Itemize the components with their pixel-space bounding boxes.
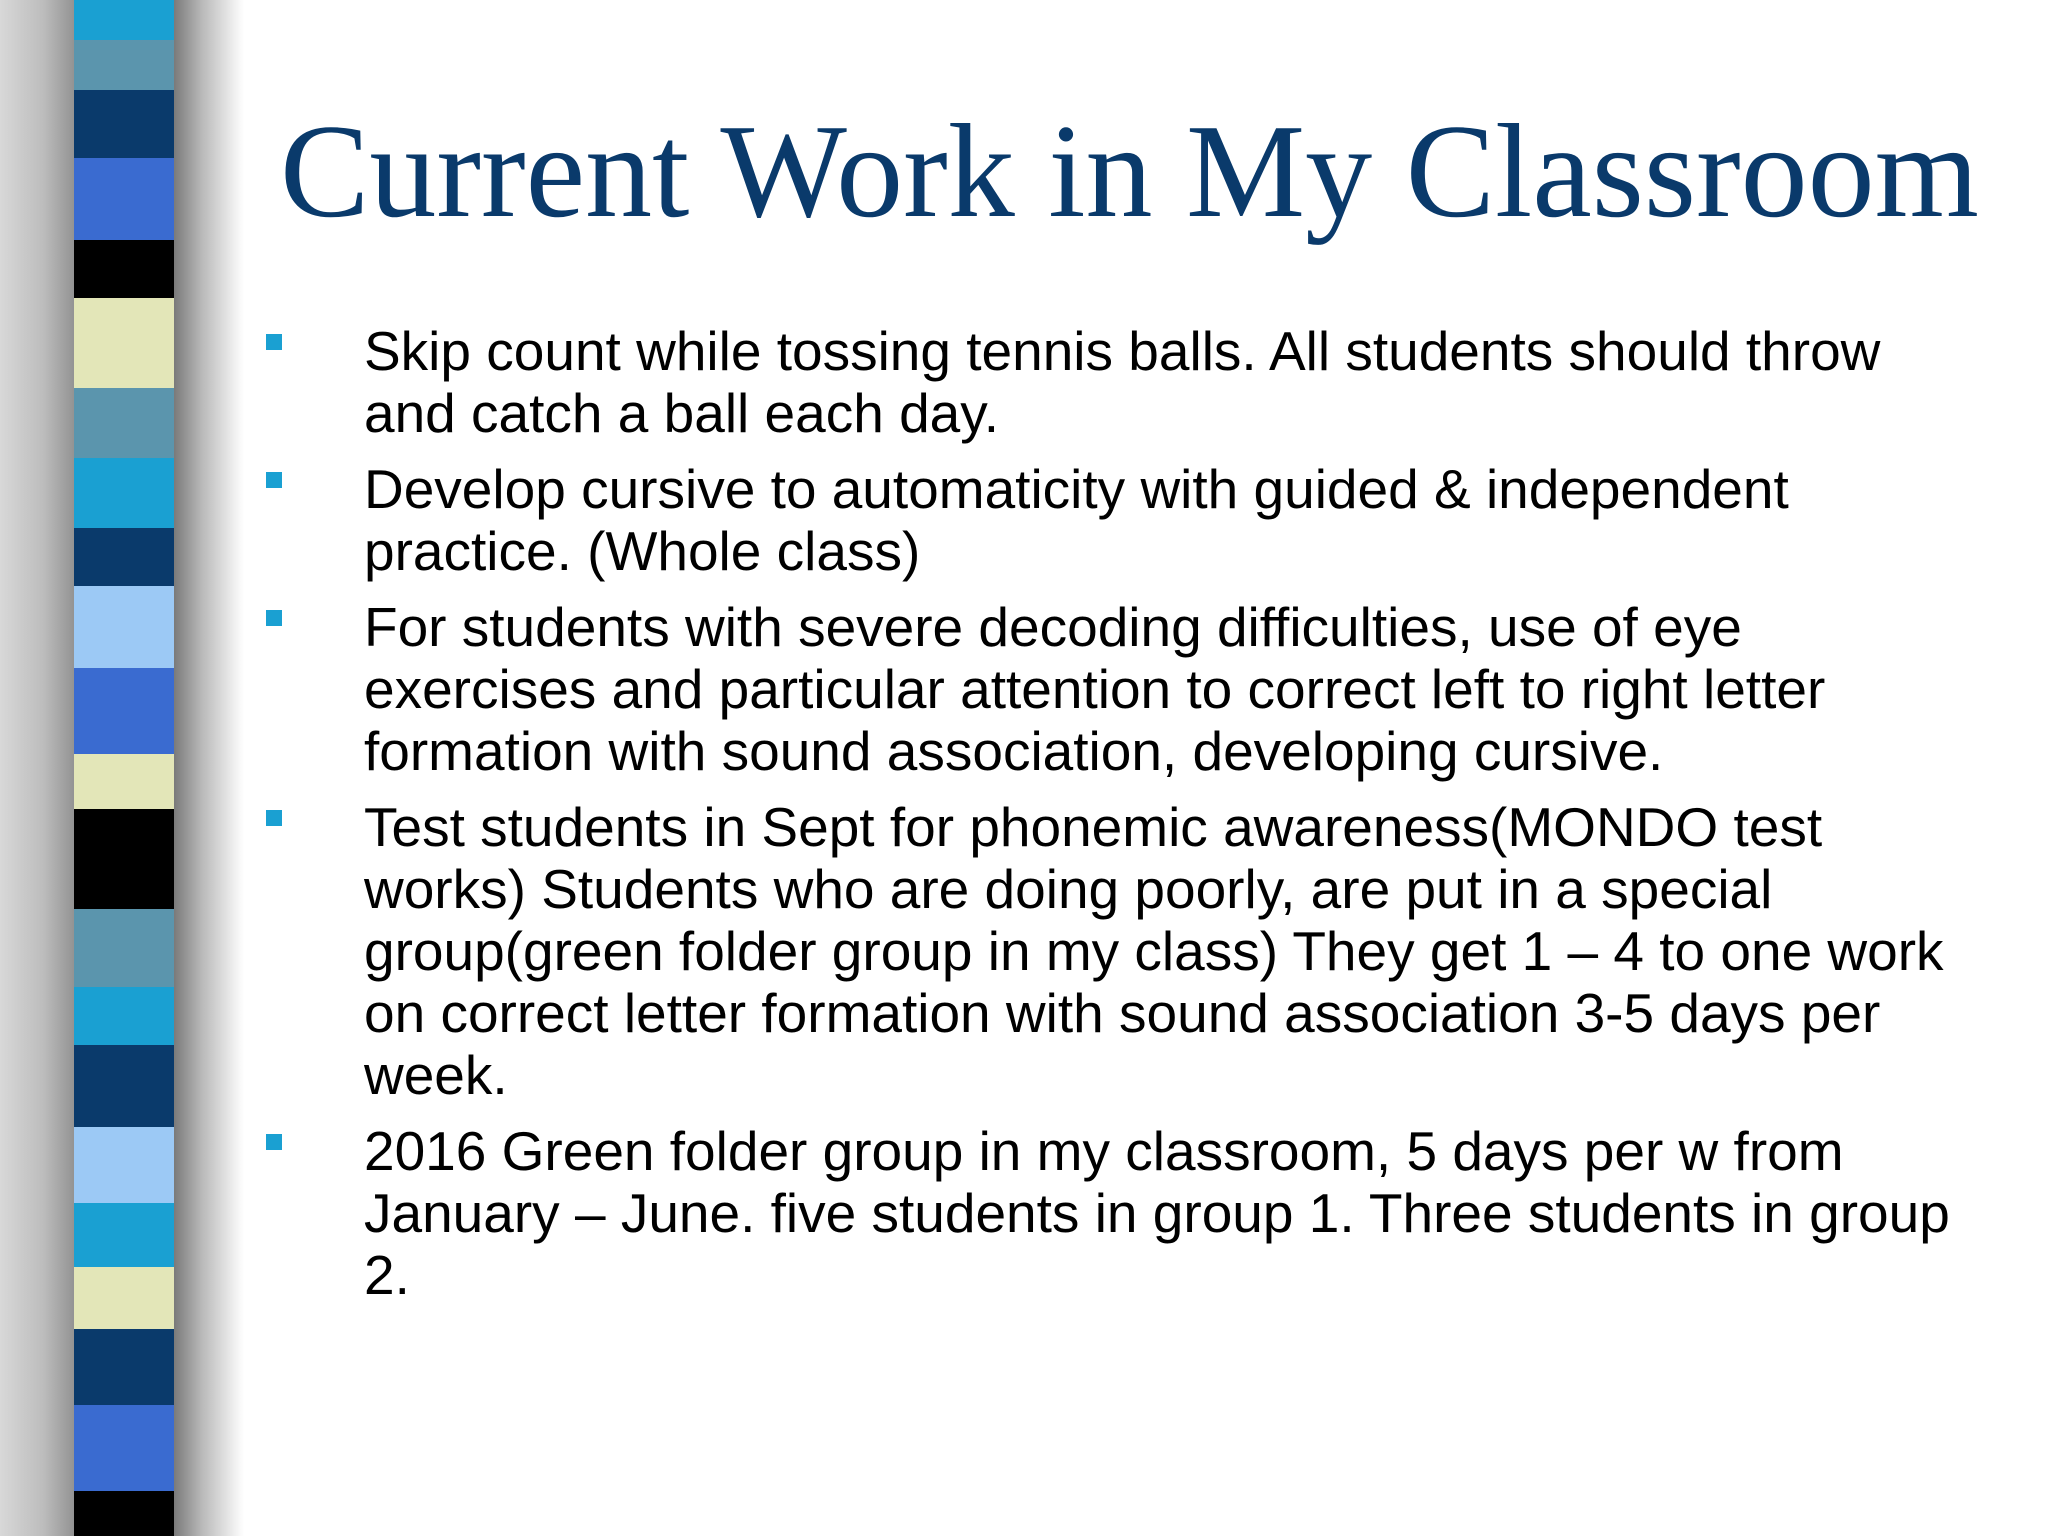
stripe-band <box>74 240 174 298</box>
decorative-stripe <box>74 0 174 1536</box>
stripe-band <box>74 0 174 40</box>
stripe-band <box>74 1127 174 1203</box>
bullet-text: Develop cursive to automaticity with guided & independent practice. (Whole class) <box>364 458 1789 582</box>
square-bullet-icon <box>266 472 282 488</box>
bullet-item <box>262 796 1982 1106</box>
stripe-band <box>74 1405 174 1491</box>
stripe-band <box>74 90 174 158</box>
stripe-band <box>74 528 174 586</box>
bullet-item <box>262 596 1982 782</box>
stripe-band <box>74 586 174 668</box>
bullet-text: 2016 Green folder group in my classroom, 5 days per w from January – June. five students in group 1. Three students in group 2. <box>364 1120 1950 1306</box>
stripe-band <box>74 1267 174 1329</box>
stripe-band <box>74 40 174 90</box>
stripe-band <box>74 388 174 458</box>
square-bullet-icon <box>266 810 282 826</box>
stripe-band <box>74 158 174 240</box>
stripe-band <box>74 668 174 754</box>
stripe-band <box>74 909 174 987</box>
bullet-item <box>262 320 1982 444</box>
bullet-text: Skip count while tossing tennis balls. All students should throw and catch a ball each day. <box>364 320 1881 444</box>
right-stripe-shadow <box>174 0 244 1536</box>
stripe-band <box>74 458 174 528</box>
stripe-band <box>74 1329 174 1405</box>
stripe-band <box>74 754 174 809</box>
square-bullet-icon <box>266 334 282 350</box>
square-bullet-icon <box>266 1134 282 1150</box>
slide-title: Current Work in My Classroom <box>280 97 1979 245</box>
bullet-list <box>262 320 1982 1320</box>
stripe-band <box>74 298 174 388</box>
stripe-band <box>74 1045 174 1127</box>
stripe-band <box>74 1203 174 1267</box>
bullet-text: Test students in Sept for phonemic awareness(MONDO test works) Students who are doing poorly, are put in a special group(green folder group in my class) They get 1 – 4 to one work on correct letter formation with sound association 3-5 days per week. <box>364 796 1944 1106</box>
left-stripe-shadow <box>0 0 78 1536</box>
square-bullet-icon <box>266 610 282 626</box>
bullet-text: For students with severe decoding difficulties, use of eye exercises and particular attention to correct left to right letter formation with sound association, developing cursive. <box>364 596 1826 782</box>
stripe-band <box>74 809 174 909</box>
bullet-item <box>262 1120 1982 1306</box>
bullet-item <box>262 458 1982 582</box>
stripe-band <box>74 987 174 1045</box>
stripe-band <box>74 1491 174 1536</box>
